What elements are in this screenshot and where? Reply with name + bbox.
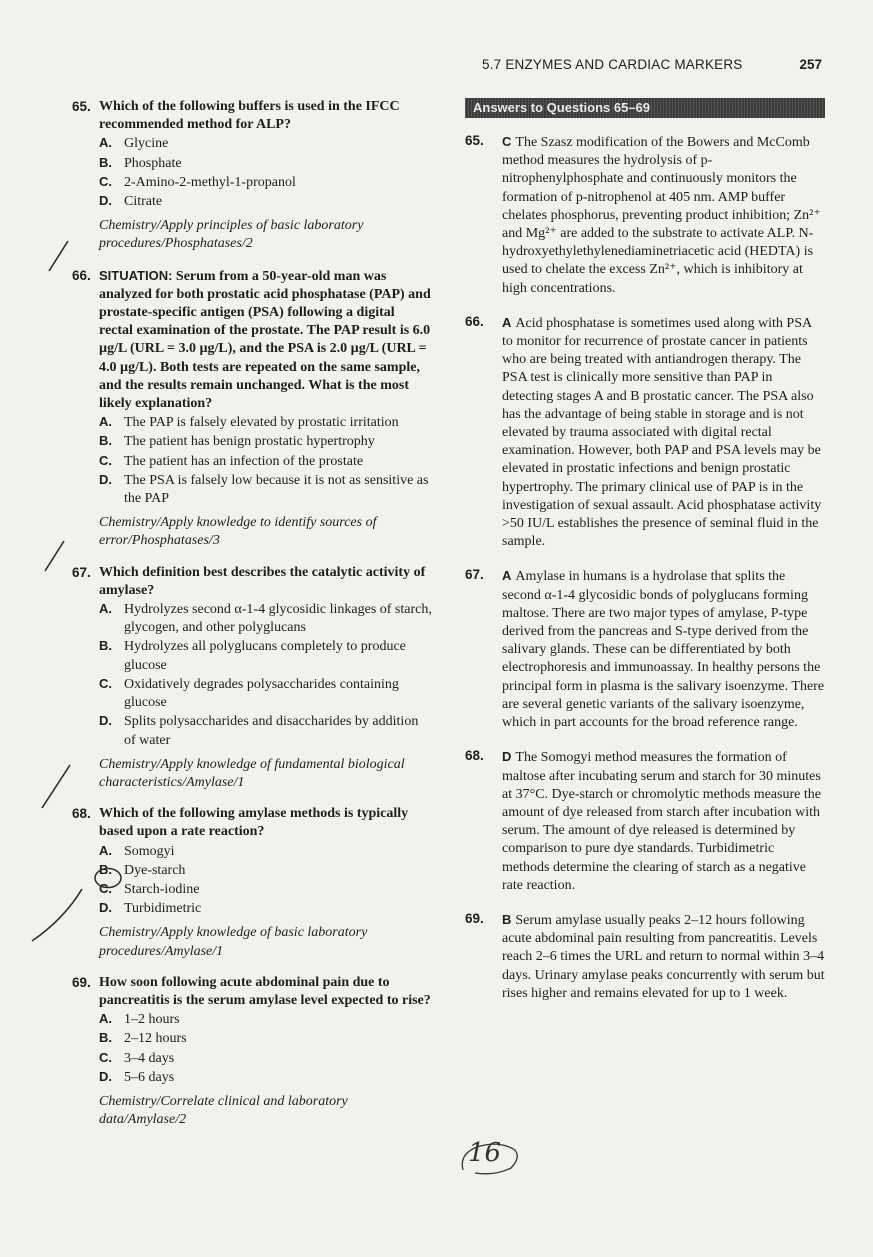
question-number: 67. (72, 564, 91, 580)
pen-slash-69 (28, 885, 86, 945)
question-number: 65. (72, 99, 91, 114)
option-text: The PSA is falsely low because it is not as sensitive as the PAP (124, 472, 429, 507)
option-letter: A. (99, 1011, 112, 1027)
option-letter: B. (99, 861, 112, 877)
handwritten-page-mark: 16 (468, 1138, 502, 1168)
question-taxonomy: Chemistry/Apply principles of basic laboratory procedures/Phosphatases/2 (99, 218, 364, 252)
answer-66 (465, 314, 825, 552)
question-taxonomy: Chemistry/Apply knowledge of basic laboratory procedures/Amylase/1 (99, 925, 368, 959)
question-67 (72, 564, 432, 792)
question-number: 69. (72, 974, 91, 990)
option-letter: D. (99, 471, 112, 487)
option-text: 3–4 days (124, 1050, 175, 1066)
option-text: Dye-starch (124, 862, 186, 878)
question-66 (72, 267, 432, 551)
option-text: The PAP is falsely elevated by prostatic irritation (124, 415, 399, 431)
running-header (482, 57, 822, 77)
pen-slash-66 (44, 238, 72, 274)
option-letter: A. (99, 414, 112, 430)
option-text: Phosphate (124, 155, 182, 171)
question-69 (72, 974, 432, 1130)
question-text: Which of the following amylase methods is typically based upon a rate reaction? (99, 806, 409, 840)
option-b (72, 1029, 432, 1048)
question-taxonomy: Chemistry/Apply knowledge to identify sources of error/Phosphatases/3 (99, 515, 377, 549)
answers-banner (465, 98, 825, 118)
option-text: Glycine (124, 136, 169, 152)
option-c (72, 173, 432, 192)
question-taxonomy: Chemistry/Correlate clinical and laboratory data/Amylase/2 (99, 1093, 348, 1128)
option-text: 2–12 hours (124, 1031, 187, 1047)
answer-letter: C (502, 134, 512, 149)
option-list (72, 842, 432, 919)
question-number: 68. (72, 806, 91, 822)
answer-body (465, 748, 825, 895)
answer-65 (465, 133, 825, 298)
option-text: The patient has benign prostatic hypertrophy (124, 434, 375, 450)
option-letter: B. (99, 154, 112, 170)
question-65 (72, 98, 432, 254)
option-letter: D. (99, 713, 112, 729)
pen-slash-67 (40, 538, 68, 574)
answer-number: 67. (465, 567, 484, 583)
answer-letter: A (502, 568, 512, 584)
answer-letter: D (502, 749, 512, 765)
answers-column (465, 98, 825, 1019)
option-letter: C. (99, 173, 112, 189)
option-letter: B. (99, 638, 112, 654)
answer-text: Amylase in humans is a hydrolase that splits the second α-1-4 glycosidic bonds of polyglucans forming maltose. There are two major types of amylase, P-type derived from the pancreas and S-type derived from the salivary glands. These can be differentiated by both electrophoresis and immunoassay. In healthy persons the principal form in plasma is the salivary isoenzyme. There are several genetic variants of the salivary isoenzyme, which in part accounts for the broad reference range. (502, 569, 825, 731)
option-a (72, 134, 432, 153)
answer-number: 66. (465, 313, 484, 329)
option-letter: C. (99, 1049, 112, 1065)
option-d (72, 471, 432, 508)
option-list (72, 1010, 432, 1087)
answer-text: The Szasz modification of the Bowers and McComb method measures the hydrolysis of p-nitrophenylphosphate and continuously monitors the formation of p-nitrophenol at 405 nm. AMP buffer chelates phosphorus, preventing product inhibition; Zn²⁺ and Mg²⁺ are added to the substrate to activate ALP. N-hydroxyethylethylenediaminetriacetic acid (HEDTA) is used to chelate the excess Zn²⁺, which is inhibitory at high concentrations. (502, 135, 821, 296)
question-stem (72, 98, 432, 134)
question-text: Which definition best describes the catalytic activity of amylase? (99, 564, 426, 598)
option-letter: D. (99, 900, 112, 916)
option-c (72, 675, 432, 712)
answer-letter: B (502, 911, 512, 927)
option-d (72, 712, 432, 749)
option-letter: C. (99, 452, 112, 468)
option-text: Splits polysaccharides and disaccharides by addition of water (124, 714, 419, 748)
option-text: 5–6 days (124, 1069, 175, 1085)
question-number: 66. (72, 267, 91, 283)
questions-column (72, 98, 432, 1142)
answers-banner-title: Answers to Questions 65–69 (473, 100, 651, 115)
option-a (72, 600, 432, 637)
option-c (72, 452, 432, 471)
option-letter: B. (99, 433, 112, 449)
question-text: Which of the following buffers is used in the IFCC recommended method for ALP? (99, 99, 400, 133)
question-text: Serum from a 50-year-old man was analyzed for both prostatic acid phosphatase (PAP) and prostate-specific antigen (PSA) following a digital rectal examination of the prostate. The PAP result is 6.0 µg/L (URL = 3.0 µg/L), and the PSA is 2.0 µg/L (URL = 4.0 µg/L). Both tests are repeated on the same sample, and the results remain unchanged. What is the most likely explanation? (99, 268, 431, 412)
option-text: 1–2 hours (124, 1012, 180, 1028)
option-c (72, 1049, 432, 1068)
answer-circle-icon (92, 866, 124, 890)
option-letter: A. (99, 842, 112, 858)
answer-number: 65. (465, 133, 484, 148)
option-text: 2-Amino-2-methyl-1-propanol (124, 174, 296, 190)
answer-text: Serum amylase usually peaks 2–12 hours following acute abdominal pain resulting from pancreatitis. Levels reach 2–6 times the URL and return to normal within 3–4 days. Urinary amylase peaks concurrently with serum but rises higher and remains elevated for up to 1 week. (502, 912, 825, 1001)
question-stem (72, 974, 432, 1010)
option-d (72, 1068, 432, 1087)
answer-letter: A (502, 314, 512, 330)
page-number: 257 (799, 57, 822, 72)
question-stem (72, 564, 432, 600)
option-list (72, 134, 432, 211)
answer-68 (465, 748, 825, 895)
option-text: Hydrolyzes all polyglucans completely to produce glucose (124, 639, 406, 673)
option-c (72, 880, 432, 899)
pen-slash-68 (38, 762, 74, 812)
option-text: Hydrolyzes second α-1-4 glycosidic linkages of starch, glycogen, and other polyglucans (124, 602, 432, 636)
section-title: 5.7 ENZYMES AND CARDIAC MARKERS (482, 57, 743, 72)
option-list (72, 413, 432, 508)
option-text: The patient has an infection of the prostate (124, 453, 364, 469)
answer-67 (465, 567, 825, 732)
option-letter: C. (99, 675, 112, 691)
answer-number: 68. (465, 748, 484, 764)
option-text: Oxidatively degrades polysaccharides containing glucose (124, 676, 399, 711)
option-a (72, 1010, 432, 1029)
option-a (72, 413, 432, 432)
option-letter: A. (99, 601, 112, 617)
answer-body (465, 911, 825, 1003)
option-b (72, 432, 432, 451)
answer-69 (465, 911, 825, 1003)
option-d (72, 192, 432, 211)
option-b (72, 154, 432, 173)
option-list (72, 600, 432, 750)
option-letter: A. (99, 135, 112, 151)
option-b (72, 637, 432, 674)
answer-number: 69. (465, 910, 484, 926)
question-taxonomy: Chemistry/Apply knowledge of fundamental biological characteristics/Amylase/1 (99, 756, 405, 790)
question-68 (72, 805, 432, 961)
question-text: How soon following acute abdominal pain due to pancreatitis is the serum amylase level expected to rise? (99, 974, 431, 1008)
answer-body (465, 314, 825, 552)
option-letter: D. (99, 1068, 112, 1084)
question-stem (72, 805, 432, 841)
option-letter: B. (99, 1030, 112, 1046)
option-b (72, 861, 432, 880)
option-letter: D. (99, 193, 112, 209)
page-mark-circle-icon (455, 1140, 523, 1178)
answer-text: The Somogyi method measures the formation of maltose after incubating serum and starch for 30 minutes at 37°C. Dye-starch or chromolytic methods measure the amount of dye released from starch after incubation with serum. The amount of dye released is determined by comparison to pure dye standards. Turbidimetric methods determine the clearing of starch as a negative rate reaction. (502, 750, 821, 893)
option-text: Somogyi (124, 843, 175, 859)
option-d (72, 899, 432, 918)
option-text: Turbidimetric (124, 901, 202, 917)
answer-text: Acid phosphatase is sometimes used along with PSA to monitor for recurrence of prostate cancer in patients who are being treated with antiandrogen therapy. The PSA test is clinically more sensitive than PAP in detecting stages A and B prostatic cancer. The PSA also has the advantage of being stable in storage and is not elevated by trauma associated with digital rectal examination. However, both PAP and PSA levels may be elevated in prostatic infections and benign prostatic hypertrophy. The primary clinical use of PAP is in the investigation of sexual assault. Acid phosphatase activity >50 IU/L establishes the presence of seminal fluid in the sample. (502, 315, 822, 550)
answer-body (465, 567, 825, 732)
answer-body (465, 133, 825, 298)
option-text: Citrate (124, 194, 163, 210)
option-letter: C. (99, 880, 112, 896)
option-a (72, 842, 432, 861)
option-text: Starch-iodine (124, 881, 200, 897)
question-stem (72, 267, 432, 414)
situation-label: SITUATION: (99, 267, 173, 283)
